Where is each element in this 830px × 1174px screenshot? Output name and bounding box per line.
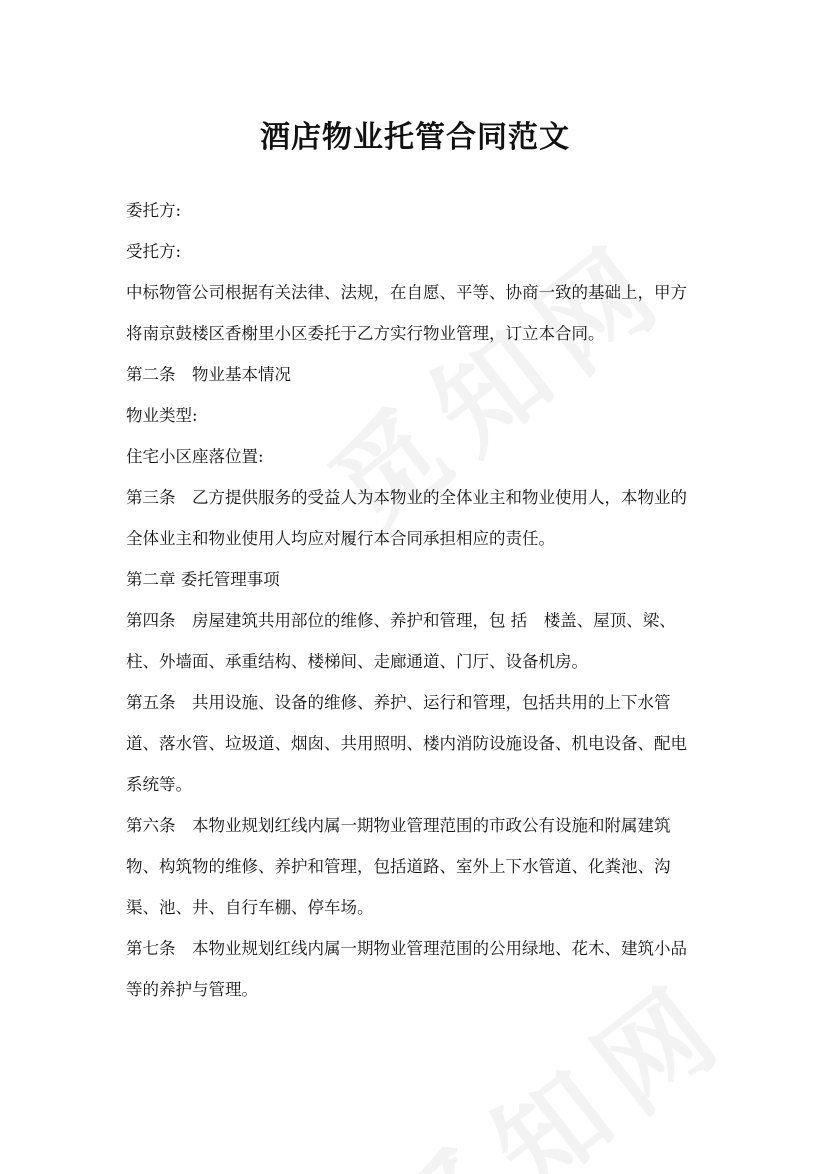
paragraph-line: 第三条 乙方提供服务的受益人为本物业的全体业主和物业使用人，本物业的 bbox=[126, 488, 687, 507]
paragraph-line: 道、落水管、垃圾道、烟囱、共用照明、楼内消防设施设备、机电设备、配电 bbox=[126, 734, 687, 753]
paragraph-line: 系统等。 bbox=[126, 775, 192, 794]
section-heading: 第二条 物业基本情况 bbox=[126, 365, 291, 384]
paragraph-line: 等的养护与管理。 bbox=[126, 980, 258, 999]
paragraph-line: 渠、池、井、自行车棚、停车场。 bbox=[126, 898, 374, 917]
paragraph-line: 物业类型: bbox=[126, 406, 198, 425]
chapter-heading: 第二章 委托管理事项 bbox=[126, 570, 280, 589]
paragraph-line: 受托方: bbox=[126, 242, 182, 261]
paragraph-line: 物、构筑物的维修、养护和管理，包括道路、室外上下水管道、化粪池、沟 bbox=[126, 857, 671, 876]
paragraph-line: 第五条 共用设施、设备的维修、养护、运行和管理，包括共用的上下水管 bbox=[126, 693, 671, 712]
paragraph-line: 柱、外墙面、承重结构、楼梯间、走廊通道、门厅、设备机房。 bbox=[126, 652, 588, 671]
document-body bbox=[126, 190, 706, 1010]
paragraph-line: 住宅小区座落位置: bbox=[126, 447, 264, 466]
paragraph-line: 将南京鼓楼区香榭里小区委托于乙方实行物业管理，订立本合同。 bbox=[126, 324, 605, 343]
paragraph-line: 中标物管公司根据有关法律、法规，在自愿、平等、协商一致的基础上，甲方 bbox=[126, 283, 687, 302]
paragraph-line: 第七条 本物业规划红线内属一期物业管理范围的公用绿地、花木、建筑小品 bbox=[126, 939, 687, 958]
paragraph-line: 第四条 房屋建筑共用部位的维修、养护和管理，包 括 楼盖、屋顶、梁、 bbox=[126, 611, 676, 630]
document-title: 酒店物业托管合同范文 bbox=[260, 120, 570, 155]
paragraph-line: 第六条 本物业规划红线内属一期物业管理范围的市政公有设施和附属建筑 bbox=[126, 816, 671, 835]
paragraph-line: 委托方: bbox=[126, 201, 182, 220]
paragraph-line: 全体业主和物业使用人均应对履行本合同承担相应的责任。 bbox=[126, 529, 555, 548]
